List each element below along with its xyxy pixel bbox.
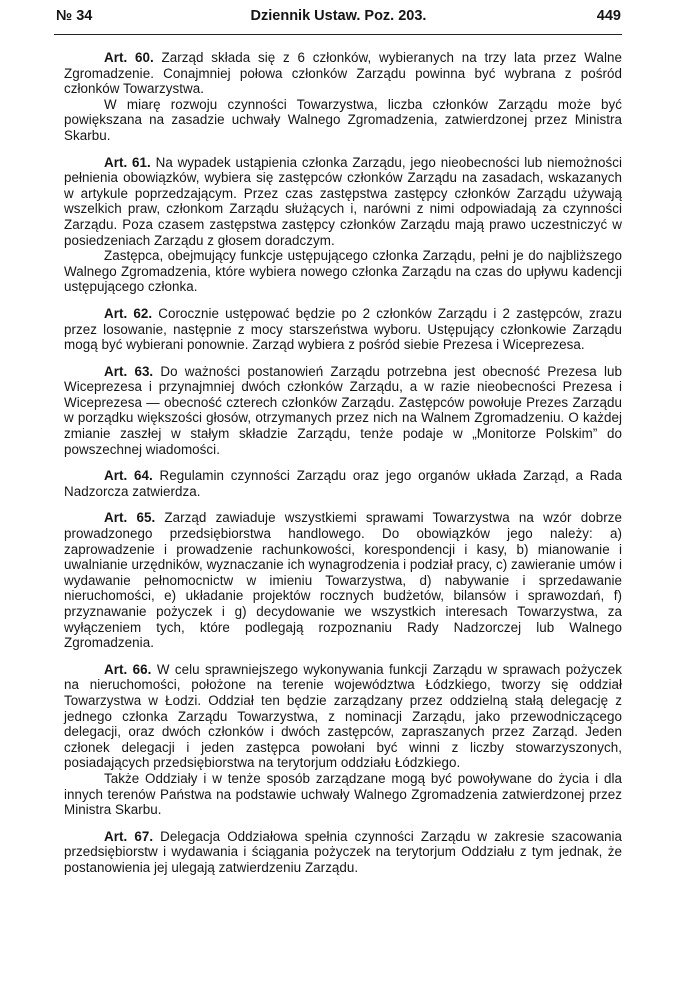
article-65-paragraph-1: [64, 510, 622, 650]
article-label: Art. 65.: [104, 510, 156, 526]
article-text: Także Oddziały i w tenże sposób zarządzane mogą być powoływane do życia i dla innych terenów Państwa na podstawie uchwały Walnego Zgromadzenia zatwierdzonej przez Ministra Skarbu.: [64, 770, 622, 818]
article-text: W miarę rozwoju czynności Towarzystwa, liczba członków Zarządu może być powiększana na zasadzie uchwały Walnego Zgromadzenia, zatwierdzonej przez Ministra Skarbu.: [64, 96, 622, 143]
article-text: Do ważności postanowień Zarządu potrzebna jest obecność Prezesa lub Wiceprezesa i przynajmniej dwóch członków Zarządu, a w razie nieobecności Prezesa i Wiceprezesa — obecność czterech członków Zarządu. Zastępców powołuje Prezes Zarządu w porządku większości głosów, otrzymanych przez nich na Walnem Zgromadzeniu. O każdej zmianie zaszłej w stałym składzie Zarządu, tenże podaje w „Monitorze Polskim” do powszechnej wiadomości.: [64, 363, 623, 457]
article-text: Delegacja Oddziałowa spełnia czynności Zarządu w zakresie szacowania przedsiębiorstw i wydawania i ściągania pożyczek na terytorjum Oddziału z tym jednak, że postanowienia jej ulegają zatwierdzeniu Zarządu.: [64, 828, 622, 875]
article-61-paragraph-1: [64, 155, 622, 249]
article-text: Na wypadek ustąpienia członka Zarządu, jego nieobecności lub niemożności pełnienia obowiązków, wybiera się zastępców członków Zarządu na zasadach, wskazanych w artykule poprzedzającym. Przez czas zastępstwa zastępcy członków Zarządu używają wszelkich praw, członkom Zarządu służących i, narówni z nimi odpowiadają za czynności Zarządu. Poza czasem zastępstwa zastępcy członków Zarządu mają prawo uczestniczyć w posiedzeniach Zarządu z głosem doradczym.: [64, 154, 623, 248]
journal-title: Dziennik Ustaw. Poz. 203.: [250, 8, 427, 24]
article-label: Art. 66.: [104, 661, 152, 677]
article-61-paragraph-2: [64, 248, 622, 295]
article-label: Art. 63.: [104, 363, 154, 379]
article-66-paragraph-2: [64, 771, 622, 818]
article-63-paragraph-1: [64, 364, 622, 458]
article-text: W celu sprawniejszego wykonywania funkcji Zarządu w sprawach pożyczek na nieruchomości, położone na terenie województwa Łódzkiego, tworzy się oddział Towarzystwa w Łodzi. Oddział ten będzie zarządzany przez oddzielną stałą delegację z jednego członka Zarządu Towarzystwa, z nominacji Zarządu, jako przewodniczącego delegacji, oraz dwóch członków i dwóch zastępców, zapraszanych przez Zarząd. Jeden członek delegacji i jeden zastępca powołani być winni z liczby stowarzyszonych, posiadających przedsiębiorstwa na terytorjum oddziału Łódzkiego.: [64, 661, 622, 771]
document-body: [64, 50, 622, 876]
page-number: 449: [596, 8, 621, 24]
header-rule: [54, 34, 622, 35]
article-label: Art. 62.: [104, 305, 153, 321]
page-header: [56, 8, 621, 30]
article-60-paragraph-2: [64, 97, 622, 144]
article-label: Art. 61.: [104, 154, 151, 170]
issue-number: № 34: [56, 8, 93, 24]
article-60-paragraph-1: [64, 50, 622, 97]
article-62-paragraph-1: [64, 306, 622, 353]
article-label: Art. 64.: [104, 468, 153, 484]
article-label: Art. 67.: [104, 828, 154, 844]
article-text: Regulamin czynności Zarządu oraz jego organów układa Zarząd, a Rada Nadzorcza zatwierdza.: [64, 468, 623, 499]
article-text: Zarząd zawiaduje wszystkiemi sprawami Towarzystwa na wzór dobrze prowadzonego przedsiębiorstwa handlowego. Do obowiązków jego należy: a) zaprowadzenie i prowadzenie rachunkowości, korespondencji i kasy, b) mianowanie i uwalnianie urzędników, wyznaczanie ich wynagrodzenia i podział pracy, c) zawieranie umów i wydawanie pełnomocnictw w imieniu Towarzystwa, d) nabywanie i sprzedawanie nieruchomości, e) układanie projektów rocznych budżetów, bilansów i sprawozdań, f) przyznawanie pożyczek i g) decydowanie we wszystkich interesach Towarzystwa, za wyłączeniem tych, które podlegają rozpoznaniu Rady Nadzorczej lub Walnego Zgromadzenia.: [64, 510, 623, 651]
article-label: Art. 60.: [104, 50, 154, 65]
article-67-paragraph-1: [64, 829, 622, 876]
article-64-paragraph-1: [64, 468, 622, 499]
article-text: Corocznie ustępować będzie po 2 członków Zarządu i 2 zastępców, zrazu przez losowanie, następnie z mocy starszeństwa wyboru. Ustępujący członkowie Zarządu mogą być wybierani ponownie. Zarząd wybiera z pośród siebie Prezesa i Wiceprezesa.: [64, 305, 622, 353]
article-text: Zarząd składa się z 6 członków, wybieranych na trzy lata przez Walne Zgromadzenie. Conajmniej połowa członków Zarządu powinna być wybrana z pośród członków Towarzystwa.: [64, 50, 622, 97]
article-text: Zastępca, obejmujący funkcje ustępującego członka Zarządu, pełni je do najbliższego Walnego Zgromadzenia, które wybiera nowego członka Zarządu na czas do upływu kadencji ustępującego członka.: [64, 248, 622, 295]
article-66-paragraph-1: [64, 662, 622, 771]
